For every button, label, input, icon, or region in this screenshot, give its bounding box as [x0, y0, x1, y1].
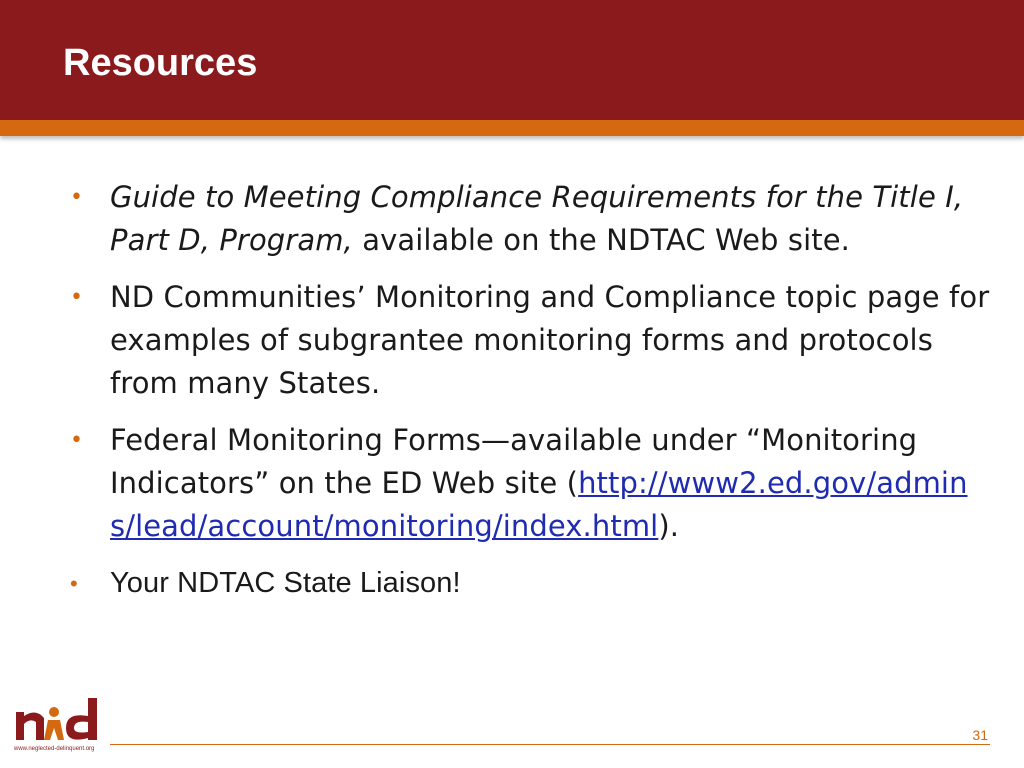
slide-title: Resources — [63, 42, 258, 84]
logo-d-bowl — [66, 715, 88, 739]
bullet-icon: • — [70, 285, 84, 310]
logo-figure-body — [44, 720, 64, 740]
logo-url: www.neglected-delinquent.org — [14, 746, 95, 752]
logo-figure-head — [49, 707, 59, 717]
logo-d-stem — [88, 698, 97, 740]
monitoring-link[interactable]: http://www2.ed.gov/admins/lead/account/monitoring/index.html — [110, 466, 968, 543]
title-bar — [0, 0, 1024, 120]
federal-forms-suffix: ). — [658, 509, 680, 543]
bullet-icon: • — [70, 185, 84, 210]
nd-communities-text: ND Communities’ Monitoring and Compliance topic page for examples of subgrantee monitoring forms and protocols from many States. — [110, 280, 990, 400]
federal-forms-text: Federal Monitoring Forms—available under “Monitoring Indicators” on the ED Web site ( — [110, 423, 918, 500]
bullet-item-liaison — [70, 562, 990, 605]
bullet-item-nd-communities — [70, 276, 990, 405]
logo-n-stem — [16, 712, 24, 740]
guide-description: available on the NDTAC Web site. — [352, 223, 850, 257]
bullet-icon: • — [70, 571, 78, 596]
bullet-item-guide — [70, 176, 990, 262]
page-number: 31 — [972, 727, 988, 743]
bullet-item-federal-forms — [70, 419, 990, 548]
logo-n-arch — [24, 712, 44, 740]
liaison-text: Your NDTAC State Liaison! — [110, 567, 461, 599]
guide-title: Guide to Meeting Compliance Requirements for the Title I, Part D, Program, — [110, 180, 964, 257]
accent-stripe — [0, 120, 1024, 136]
bullet-list — [70, 176, 990, 619]
bullet-icon: • — [70, 428, 84, 453]
footer-divider — [110, 744, 990, 745]
